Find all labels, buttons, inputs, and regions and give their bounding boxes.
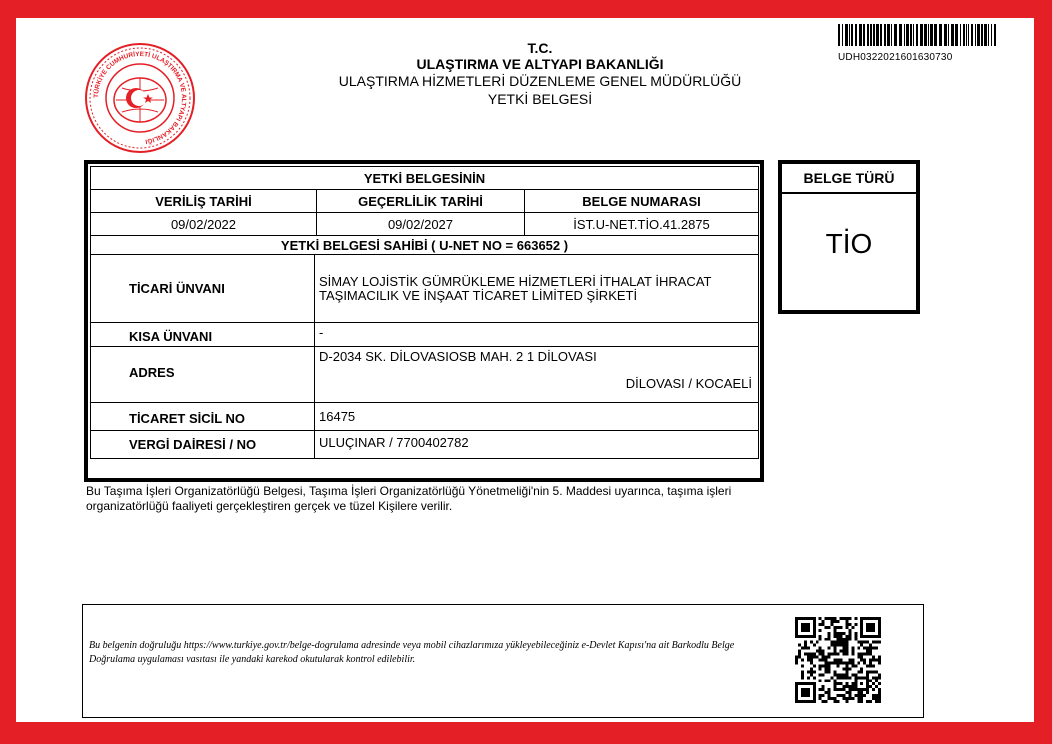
doc-number-value: İST.U-NET.TİO.41.2875	[525, 213, 759, 236]
address-label: ADRES	[91, 347, 315, 403]
doc-number-header: BELGE NUMARASI	[525, 190, 759, 213]
verification-box	[82, 604, 924, 718]
verification-text: Bu belgenin doğruluğu https://www.turkiye.gov.tr/belge-dogrulama adresinde veya mobil cihazlarımıza yükleyebileceğiniz e-Devlet Kapısı'na ait Barkodlu Belge Doğrulama uygulaması vasıtası ile yandaki karekod okutularak kontrol edilebilir.	[89, 640, 735, 665]
certificate-table	[90, 166, 759, 255]
header-ministry: ULAŞTIRMA VE ALTYAPI BAKANLIĞI	[416, 56, 664, 72]
trade-name-label: TİCARİ ÜNVANI	[91, 255, 315, 323]
address-city: DİLOVASI / KOCAELİ	[625, 376, 752, 391]
owner-title: YETKİ BELGESİ SAHİBİ ( U-NET NO = 663652 )	[91, 236, 759, 255]
expiry-date-header: GEÇERLİLİK TARİHİ	[317, 190, 525, 213]
doc-type-box	[778, 160, 920, 314]
short-name-label: KISA ÜNVANI	[91, 323, 315, 347]
header-doc-title: YETKİ BELGESİ	[487, 91, 593, 107]
expiry-date-value: 09/02/2027	[317, 213, 525, 236]
header-country: T.C.	[527, 40, 553, 56]
document-header	[276, 40, 804, 108]
issue-date-value: 09/02/2022	[91, 213, 317, 236]
doc-type-label: BELGE TÜRÜ	[782, 164, 916, 194]
section-title: YETKİ BELGESİNİN	[91, 167, 759, 190]
issue-date-header: VERİLİŞ TARİHİ	[91, 190, 317, 213]
header-directorate: ULAŞTIRMA HİZMETLERİ DÜZENLEME GENEL MÜDÜRLÜĞÜ	[338, 73, 742, 89]
doc-type-value: TİO	[825, 228, 873, 259]
qr-code-icon	[795, 617, 881, 703]
address-cell	[315, 347, 759, 403]
registry-label: TİCARET SİCİL NO	[91, 403, 315, 431]
owner-table	[90, 254, 759, 459]
registry-value: 16475	[315, 403, 759, 431]
tax-value: ULUÇINAR / 7700402782	[315, 431, 759, 459]
barcode-block	[838, 24, 998, 63]
tax-label: VERGİ DAİRESİ / NO	[91, 431, 315, 459]
trade-name-value: SİMAY LOJİSTİK GÜMRÜKLEME HİZMETLERİ İTHALAT İHRACAT TAŞIMACILIK VE İNŞAAT TİCARET LİMİTED ŞİRKETİ	[315, 255, 759, 323]
legal-note: Bu Taşıma İşleri Organizatörlüğü Belgesi, Taşıma İşleri Organizatörlüğü Yönetmeliği'nin 5. Maddesi uyarınca, taşıma işleri organizatörlüğü faaliyeti gerçekleştiren gerçek ve tüzel Kişilere verilir.	[86, 484, 732, 513]
svg-text:TÜRKİYE CUMHURİYETİ ULAŞTIRMA: TÜRKİYE CUMHURİYETİ ULAŞTIRMA VE ALTYAPI BAKANLIĞI	[92, 50, 188, 145]
ministry-seal-icon	[84, 42, 196, 154]
short-name-value: -	[315, 323, 759, 347]
address-value: D-2034 SK. DİLOVASIOSB MAH. 2 1 DİLOVASI	[319, 349, 597, 364]
document-page	[16, 18, 1034, 722]
barcode-number: UDH0322021601630730	[838, 52, 953, 63]
barcode-icon	[838, 24, 998, 46]
certificate-box	[84, 160, 764, 482]
